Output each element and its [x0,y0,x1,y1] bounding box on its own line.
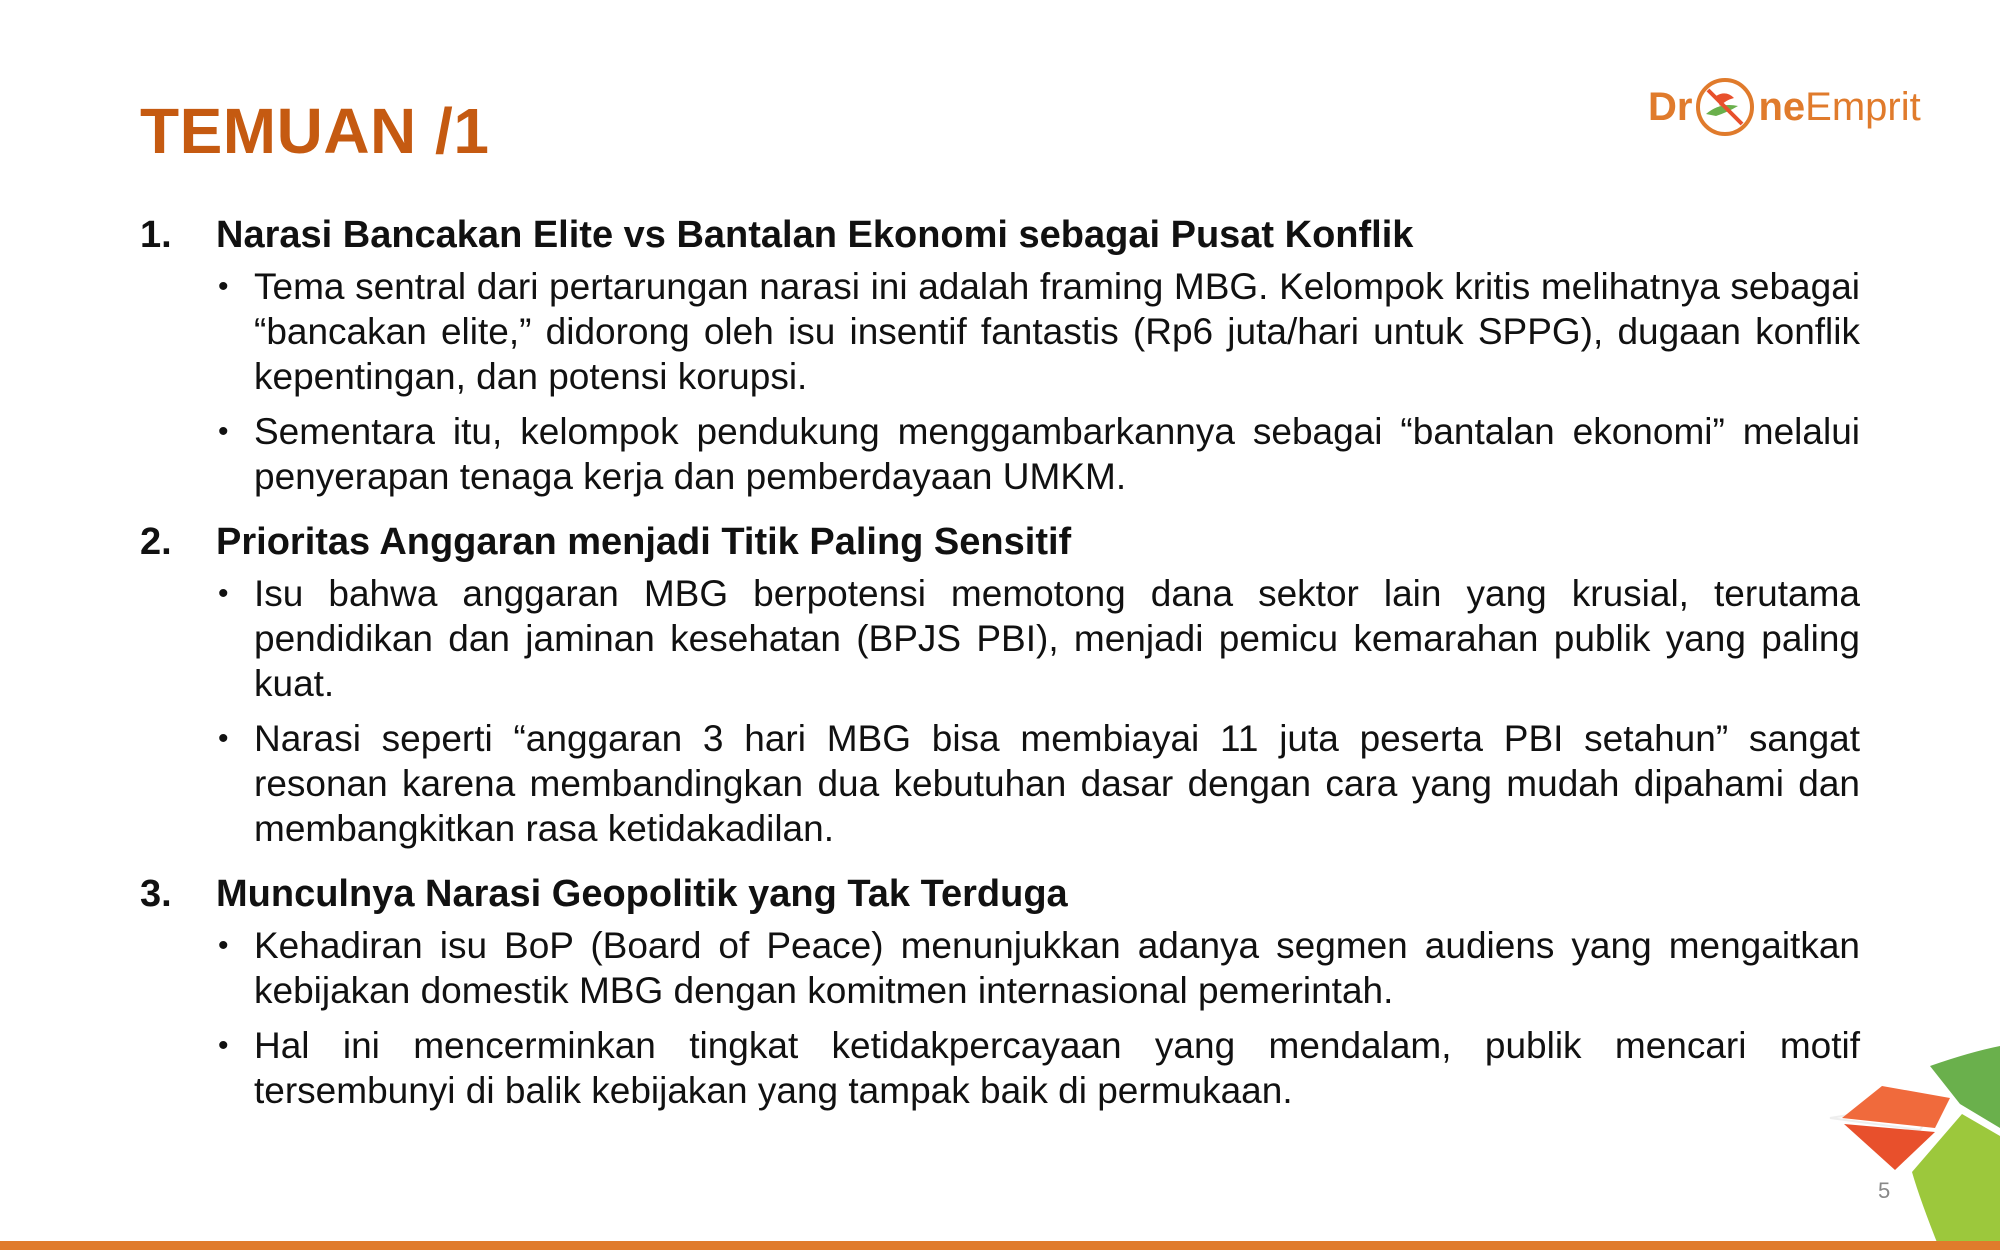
bullet-item [216,923,1860,1013]
bullet-text: Sementara itu, kelompok pendukung menggambarkannya sebagai “bantalan ekonomi” melalui penyerapan tenaga kerja dan pemberdayaan UMKM. [254,411,1860,497]
finding-heading [140,210,1860,260]
logo-text-ne: ne [1758,85,1806,129]
finding-bullets [140,923,1860,1113]
bullet-dot-icon: • [218,270,229,303]
finding-number: 2. [140,521,172,563]
bullet-item [216,1023,1860,1113]
finding-heading [140,869,1860,919]
finding-heading [140,517,1860,567]
drone-emprit-logo [1648,70,1921,144]
bullet-text: Tema sentral dari pertarungan narasi ini adalah framing MBG. Kelompok kritis melihatnya sebagai “bancakan elite,” didorong oleh isu insentif fantastis (Rp6 juta/hari untuk SPPG), dugaan konflik kepentingan, dan potensi korupsi. [254,266,1860,397]
bullet-dot-icon: • [218,415,229,448]
bullet-item [216,716,1860,851]
bullet-item [216,264,1860,399]
bullet-text: Isu bahwa anggaran MBG berpotensi memotong dana sektor lain yang krusial, terutama pendidikan dan jaminan kesehatan (BPJS PBI), menjadi pemicu kemarahan publik yang paling kuat. [254,573,1860,704]
drone-bird-icon [1694,76,1756,138]
bullet-text: Narasi seperti “anggaran 3 hari MBG bisa membiayai 11 juta peserta PBI setahun” sangat resonan karena membandingkan dua kebutuhan dasar dengan cara yang mudah dipahami dan membangkitkan rasa ketidakadilan. [254,718,1860,849]
finding-number: 1. [140,214,172,256]
bottom-accent-bar [0,1241,2000,1250]
bullet-item [216,571,1860,706]
finding-title: Narasi Bancakan Elite vs Bantalan Ekonomi sebagai Pusat Konflik [216,214,1414,256]
bullet-item [216,409,1860,499]
finding-title: Munculnya Narasi Geopolitik yang Tak Terduga [216,873,1068,915]
bullet-dot-icon: • [218,1029,229,1062]
bullet-dot-icon: • [218,722,229,755]
corner-decoration-graphic [1820,1040,2000,1250]
finding-bullets [140,571,1860,851]
bullet-dot-icon: • [218,577,229,610]
finding-2 [140,517,1860,851]
logo-text-emprit: Emprit [1805,85,1921,129]
finding-title: Prioritas Anggaran menjadi Titik Paling Sensitif [216,521,1072,563]
logo-text-dr: Dr [1648,85,1693,129]
finding-3 [140,869,1860,1113]
bullet-dot-icon: • [218,929,229,962]
page-number: 5 [1878,1178,1891,1203]
slide-title: TEMUAN /1 [140,95,490,167]
finding-bullets [140,264,1860,499]
findings-list [140,210,1860,1123]
bullet-text: Hal ini mencerminkan tingkat ketidakpercayaan yang mendalam, publik mencari motif tersembunyi di balik kebijakan yang tampak baik di permukaan. [254,1025,1860,1111]
finding-number: 3. [140,873,172,915]
finding-1 [140,210,1860,499]
bullet-text: Kehadiran isu BoP (Board of Peace) menunjukkan adanya segmen audiens yang mengaitkan kebijakan domestik MBG dengan komitmen internasional pemerintah. [254,925,1860,1011]
